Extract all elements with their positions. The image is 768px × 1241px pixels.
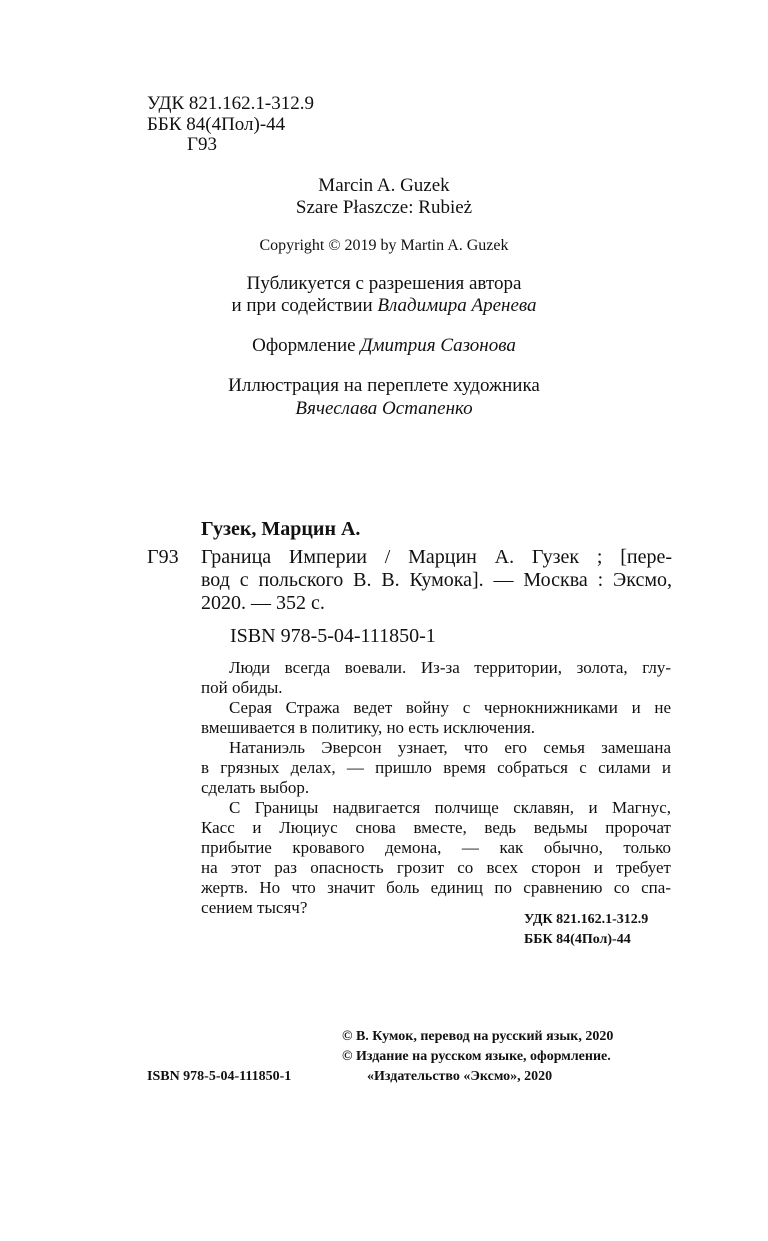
original-author: Marcin A. Guzek (318, 175, 450, 196)
footer-bbk: ББК 84(4Пол)-44 (524, 932, 631, 947)
permission-prefix: и при содействии (231, 295, 378, 316)
catalog-code: Г93 (147, 546, 179, 568)
footer-udk: УДК 821.162.1-312.9 (524, 912, 649, 927)
annotation-line: С Границы надвигается полчище склавян, и Магнус, (229, 798, 671, 817)
original-title: Szare Płaszcze: Rubież (295, 197, 473, 218)
annotation-line: сделать выбор. (201, 778, 310, 797)
annotation (201, 658, 671, 918)
annotation-line: прибытие кровавого демона, — как обычно, только (201, 838, 671, 857)
publisher-copyright: «Издательство «Эксмо», 2020 (367, 1069, 553, 1084)
design-credit (0, 334, 768, 358)
permission-line-2 (0, 294, 768, 318)
translation-copyright: © В. Кумок, перевод на русский язык, 2020 (342, 1029, 614, 1044)
designer-name: Дмитрия Сазонова (360, 335, 516, 356)
annotation-line: Серая Стража ведет войну с чернокнижниками и не (229, 698, 671, 717)
annotation-line: на этот раз опасность грозит со всех сторон и требует (201, 858, 671, 877)
bbk-code: ББК 84(4Пол)-44 (147, 114, 286, 135)
permission-line-1: Публикуется с разрешения автора (246, 273, 522, 294)
catalog-line-2: вод с польского В. В. Кумока]. — Москва : Эксмо, (201, 569, 672, 591)
annotation-line: жертв. Но что значит боль единиц по сравнению со спа- (201, 878, 671, 897)
illustrator-name: Вячеслава Остапенко (295, 398, 473, 419)
author-mark: Г93 (187, 134, 217, 155)
catalog-line-3: 2020. — 352 с. (201, 592, 325, 614)
catalog-line-1: Граница Империи / Марцин А. Гузек ; [пере- (201, 546, 672, 568)
annotation-line: в грязных делах, — пришло время собраться с силами и (201, 758, 671, 777)
agent-name: Владимира Аренева (377, 295, 537, 316)
illustration-line-1: Иллюстрация на переплете художника (228, 375, 540, 396)
annotation-line: пой обиды. (201, 678, 283, 697)
annotation-line: Люди всегда воевали. Из-за территории, золота, глу- (229, 658, 671, 677)
design-prefix: Оформление (252, 335, 361, 356)
udk-code: УДК 821.162.1-312.9 (147, 93, 314, 114)
edition-copyright: © Издание на русском языке, оформление. (342, 1049, 611, 1064)
annotation-line: вмешивается в политику, но есть исключения. (201, 718, 536, 737)
annotation-line: Натаниэль Эверсон узнает, что его семья замешана (229, 738, 671, 757)
bottom-isbn: ISBN 978-5-04-111850-1 (147, 1069, 292, 1084)
annotation-line: сением тысяч? (201, 898, 308, 917)
copyright-line: Copyright © 2019 by Martin A. Guzek (259, 237, 509, 254)
catalog-author-heading: Гузек, Марцин А. (201, 518, 361, 540)
catalog-isbn: ISBN 978-5-04-111850-1 (230, 625, 436, 647)
annotation-line: Касс и Люциус снова вместе, ведь ведьмы пророчат (201, 818, 671, 837)
